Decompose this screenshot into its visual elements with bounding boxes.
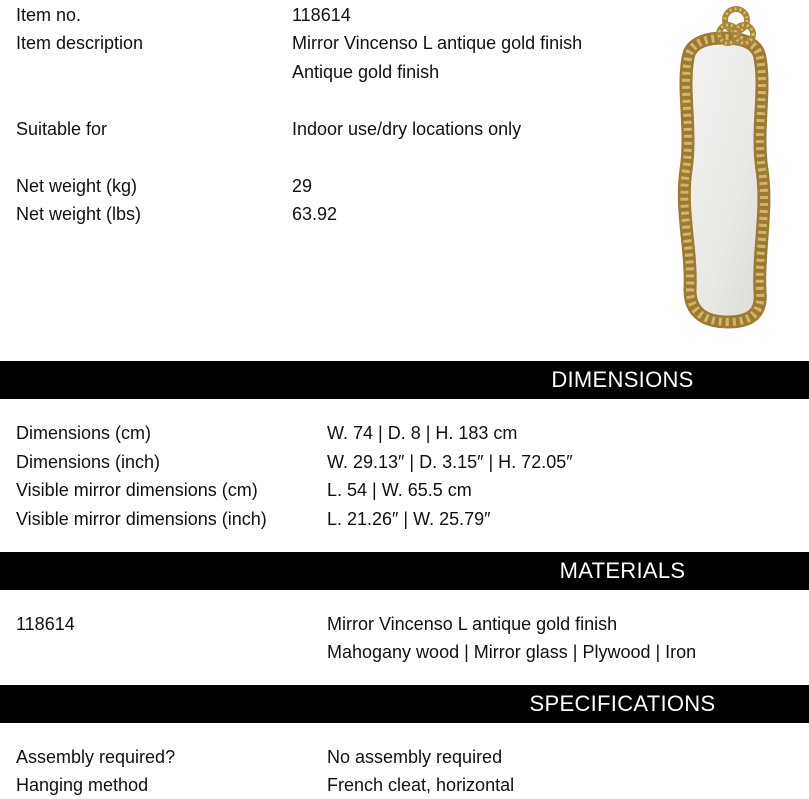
dimensions-row-label: Dimensions (cm) [16, 423, 152, 443]
net-weight-lbs-label: Net weight (lbs) [16, 204, 142, 224]
specifications-section-bar [0, 685, 809, 723]
product-image [648, 0, 788, 350]
dimensions-row-label: Dimensions (inch) [16, 452, 161, 472]
dimensions-row-label: Visible mirror dimensions (cm) [16, 480, 258, 500]
item-no-value: 118614 [292, 5, 351, 25]
specifications-title: SPECIFICATIONS [529, 691, 716, 716]
dimensions-title: DIMENSIONS [551, 367, 694, 392]
dimensions-row-value: W. 29.13″ | D. 3.15″ | H. 72.05″ [327, 452, 573, 472]
dimensions-section-bar [0, 361, 809, 399]
specifications-row-label: Assembly required? [16, 747, 176, 767]
rope-frame-mirror-image [648, 0, 788, 350]
specifications-row-label: Hanging method [16, 775, 149, 795]
item-no-label: Item no. [16, 5, 82, 25]
specifications-row-value: French cleat, horizontal [327, 775, 515, 795]
materials-line2: Mahogany wood | Mirror glass | Plywood | Iron [327, 642, 697, 662]
materials-title: MATERIALS [559, 558, 686, 583]
materials-item-label: 118614 [16, 614, 75, 634]
materials-section-bar [0, 552, 809, 590]
suitable-for-value: Indoor use/dry locations only [292, 119, 522, 139]
specifications-row-value: No assembly required [327, 747, 503, 767]
dimensions-row-value: W. 74 | D. 8 | H. 183 cm [327, 423, 518, 443]
item-description-label: Item description [16, 33, 144, 53]
suitable-for-label: Suitable for [16, 119, 108, 139]
net-weight-lbs-value: 63.92 [292, 204, 338, 224]
net-weight-kg-label: Net weight (kg) [16, 176, 138, 196]
item-description-line2: Antique gold finish [292, 62, 440, 82]
dimensions-row-label: Visible mirror dimensions (inch) [16, 509, 267, 529]
net-weight-kg-value: 29 [292, 176, 313, 196]
materials-line1: Mirror Vincenso L antique gold finish [327, 614, 618, 634]
dimensions-row-value: L. 21.26″ | W. 25.79″ [327, 509, 491, 529]
dimensions-row-value: L. 54 | W. 65.5 cm [327, 480, 472, 500]
item-description-line1: Mirror Vincenso L antique gold finish [292, 33, 583, 53]
